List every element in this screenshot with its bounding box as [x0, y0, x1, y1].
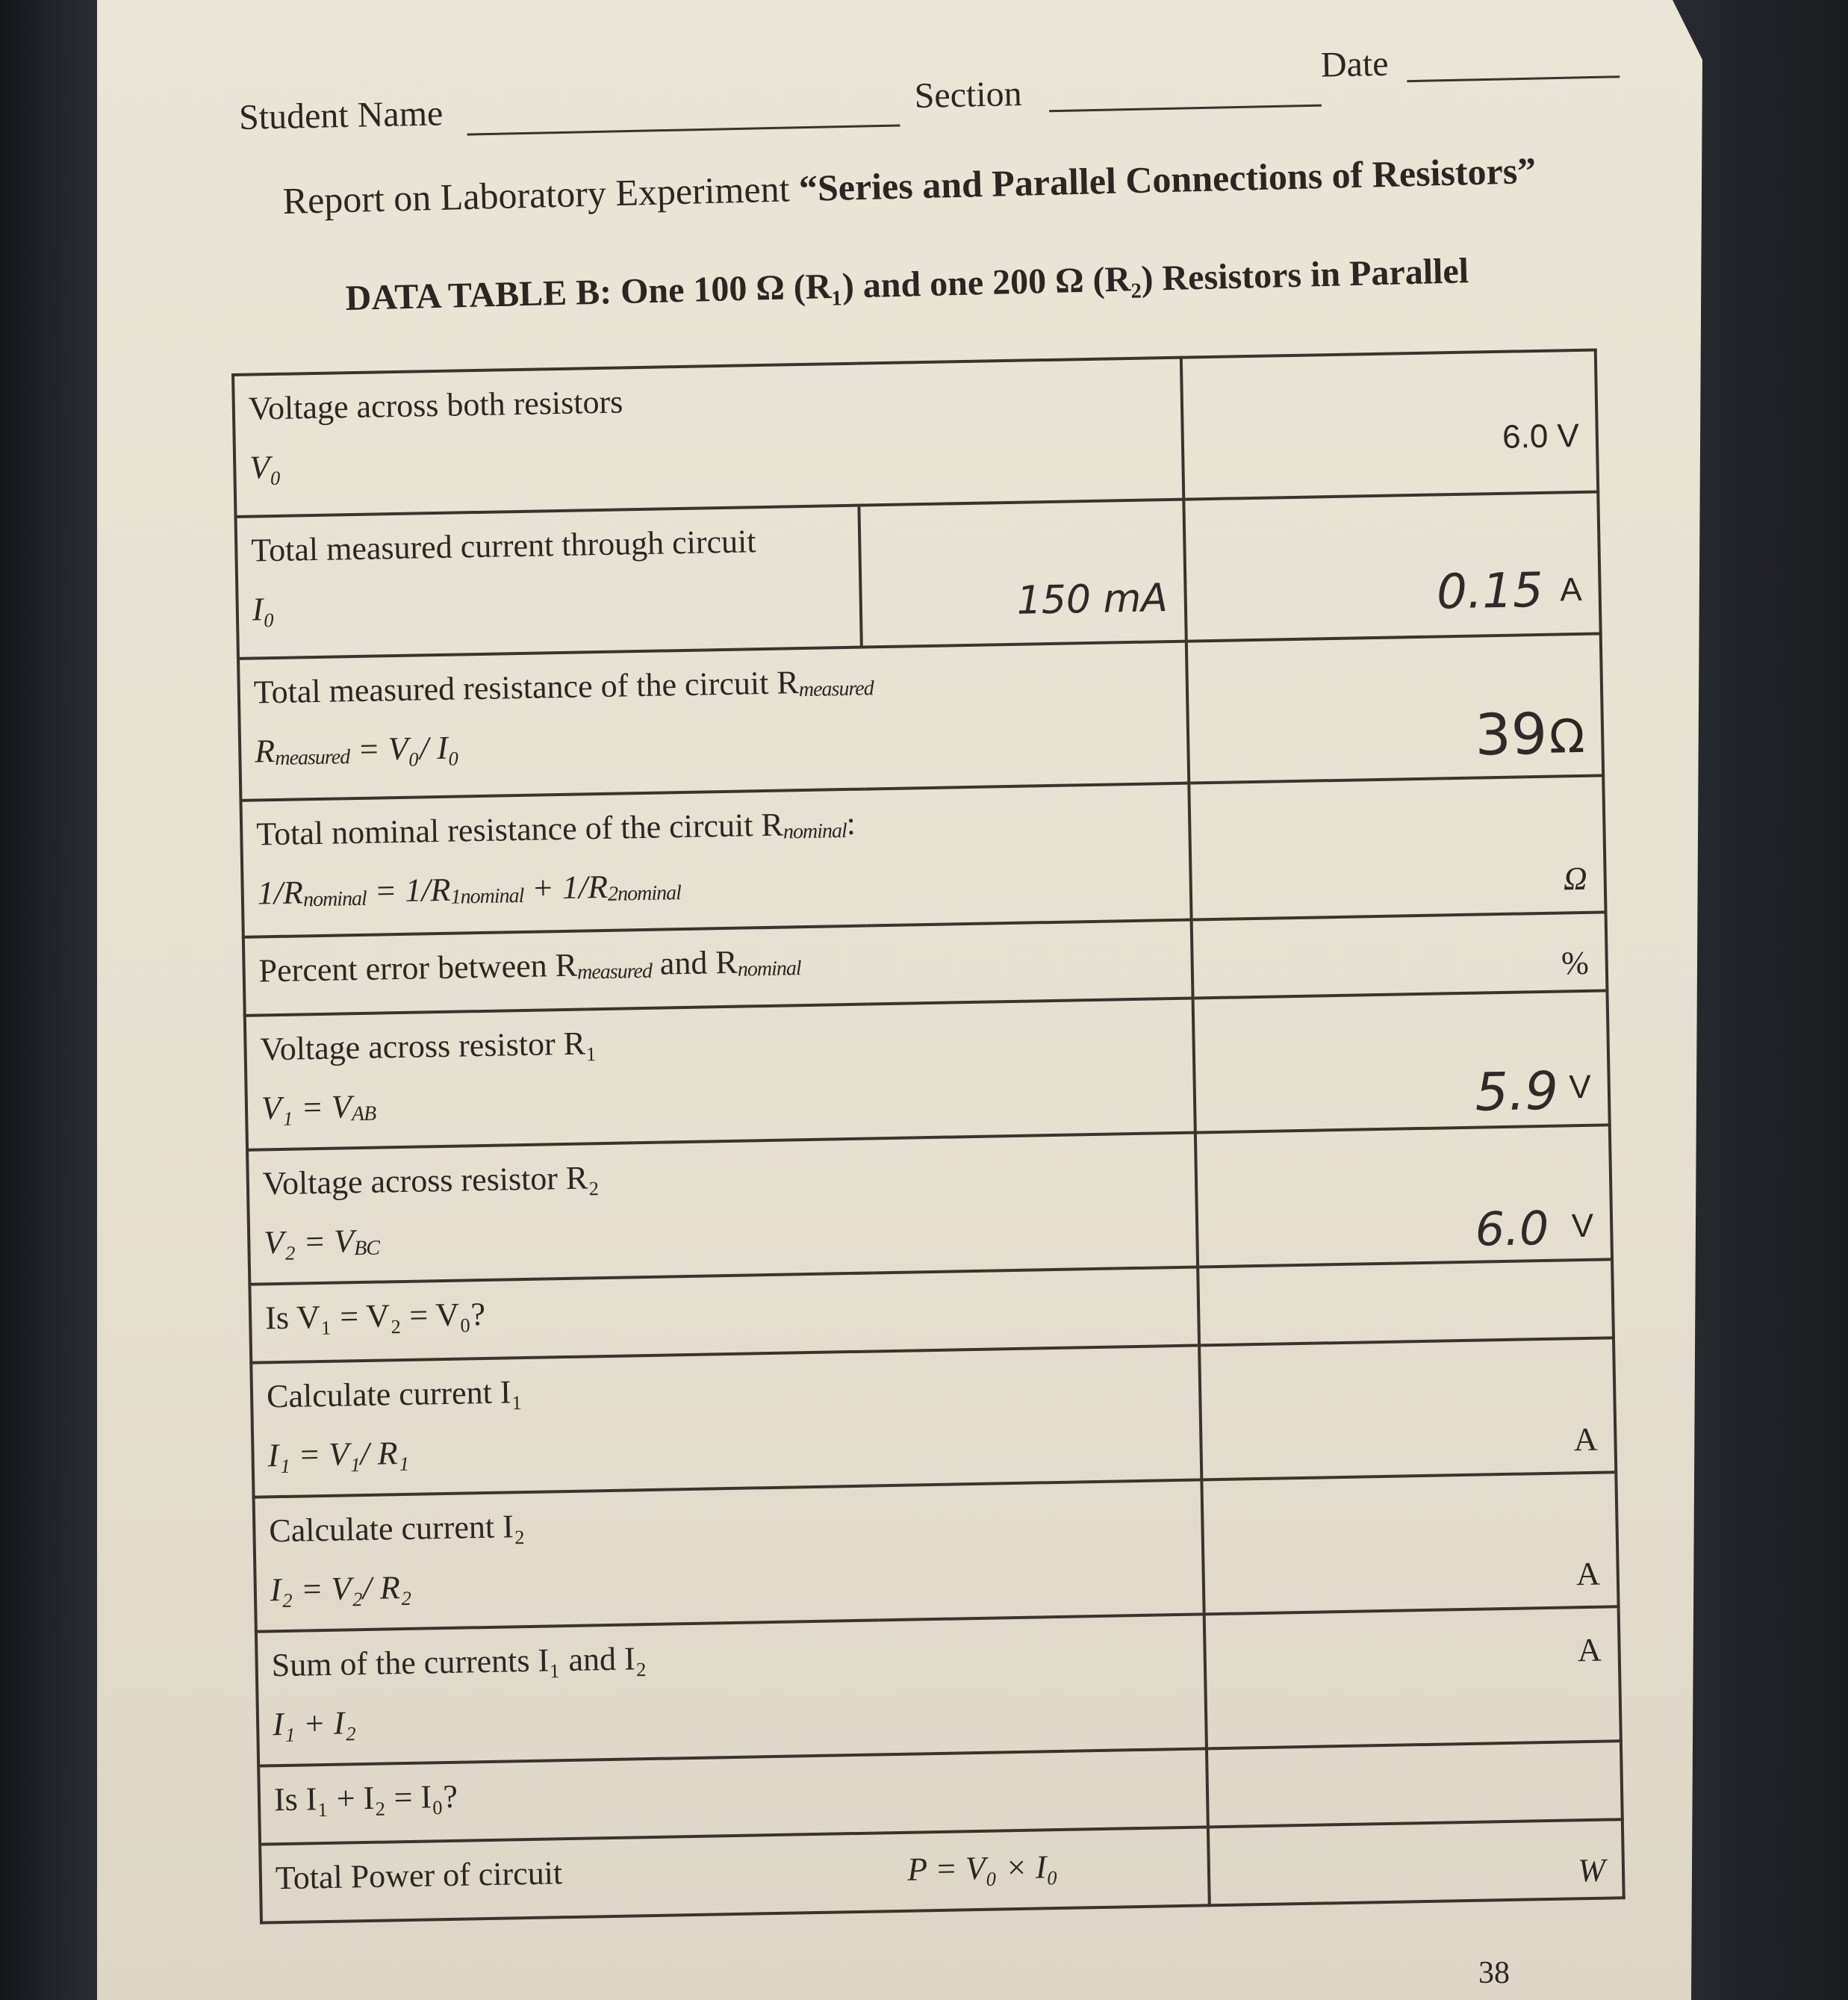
row-formula: I₀	[252, 590, 276, 628]
row-formula: V₂ = VBC	[263, 1223, 380, 1261]
row-formula: Rmeasured = V₀/ I₀	[254, 729, 460, 771]
answer-cell[interactable]	[1199, 1338, 1616, 1479]
row-formula: V₁ = VAB	[261, 1088, 376, 1127]
row-label: Total nominal resistance of the circuit Rnominal:	[255, 804, 856, 853]
student-name-label: Student Name	[238, 93, 444, 137]
unit-label: A	[1559, 571, 1583, 609]
date-label: Date	[1320, 43, 1390, 85]
handwritten-answer: 5.9	[1474, 1060, 1559, 1123]
omega-unit: Ω	[1563, 860, 1588, 898]
unit-label: V	[1571, 1207, 1594, 1245]
report-title	[282, 148, 1567, 223]
student-info-header	[237, 16, 1621, 149]
table-row	[245, 990, 1610, 1149]
experiment-name: “Series and Parallel Connections of Resistors”	[798, 149, 1537, 210]
power-formula: P = V₀ × I₀	[906, 1848, 1059, 1888]
answer-cell[interactable]	[1204, 1606, 1621, 1748]
row-label: Voltage across resistor R₁	[260, 1025, 597, 1068]
unit-label: V	[1569, 1068, 1592, 1106]
printed-value: 6.0 V	[1502, 417, 1580, 456]
data-table-title: DATA TABLE B: One 100 Ω (R₁) and one 200 Ω (R₂) Resistors in Parallel	[345, 251, 1469, 318]
table-row	[254, 1472, 1619, 1631]
question-cell	[256, 1614, 1207, 1765]
omega-unit: Ω	[1549, 708, 1585, 764]
question-cell	[233, 358, 1183, 517]
question-cell	[240, 783, 1191, 937]
section-label: Section	[914, 74, 1023, 117]
row-label: Is V₁ = V₂ = V₀?	[264, 1295, 486, 1337]
data-table-b	[231, 348, 1625, 1924]
handwritten-measured: 150 mA	[1016, 576, 1169, 624]
handwritten-answer: 0.15	[1436, 562, 1544, 621]
row-label: Sum of the currents I₁ and I₂	[271, 1640, 647, 1684]
table-row	[251, 1338, 1616, 1497]
table-row	[233, 350, 1598, 517]
row-label: Voltage across both resistors	[248, 383, 623, 427]
row-formula: I₁ + I₂	[272, 1704, 357, 1743]
row-formula: 1/Rnominal = 1/R1nominal + 1/R2nominal	[257, 868, 682, 912]
section-field[interactable]	[1048, 63, 1322, 113]
unit-label: W	[1577, 1851, 1606, 1889]
row-label: Is I₁ + I₂ = I₀?	[273, 1777, 458, 1819]
data-table-container	[231, 349, 1623, 1925]
table-row	[238, 633, 1603, 800]
row-label: Calculate current I₁	[266, 1373, 523, 1415]
row-label: Voltage across resistor R₂	[262, 1159, 600, 1202]
answer-cell[interactable]	[1198, 1259, 1614, 1345]
answer-cell[interactable]	[1186, 633, 1603, 783]
answer-cell[interactable]	[1201, 1472, 1618, 1614]
question-cell	[260, 1827, 1210, 1922]
unit-label: A	[1575, 1555, 1601, 1593]
percent-unit: %	[1561, 944, 1590, 982]
row-formula: V₀	[249, 448, 281, 486]
measured-cell[interactable]	[859, 500, 1186, 647]
answer-cell[interactable]	[1181, 350, 1598, 500]
row-label: Total measured resistance of the circuit Rmeasured	[253, 664, 874, 711]
question-cell	[251, 1345, 1201, 1497]
report-title-prefix: Report on Laboratory Experiment	[282, 167, 800, 222]
handwritten-answer: 39	[1474, 700, 1548, 768]
answer-cell[interactable]	[1195, 1125, 1612, 1267]
unit-label: A	[1573, 1420, 1598, 1459]
question-cell	[254, 1479, 1204, 1631]
row-formula: I₁ = V₁/ R₁	[267, 1434, 410, 1474]
question-cell	[236, 506, 862, 659]
question-cell	[247, 1133, 1198, 1285]
answer-cell[interactable]	[1193, 990, 1610, 1132]
unit-label: A	[1577, 1631, 1602, 1669]
row-label: Calculate current I₂	[268, 1508, 526, 1550]
handwritten-answer: 6.0	[1475, 1200, 1549, 1257]
question-cell	[245, 999, 1195, 1150]
answer-cell[interactable]	[1183, 491, 1600, 641]
table-row	[256, 1606, 1621, 1765]
row-label: Total Power of circuit	[275, 1854, 563, 1897]
row-label: Percent error between Rmeasured and Rnominal	[258, 943, 801, 990]
table-row	[247, 1125, 1612, 1284]
row-label: Total measured current through circuit	[250, 523, 756, 569]
page-number: 38	[1478, 1956, 1510, 1990]
answer-cell[interactable]	[1207, 1741, 1623, 1827]
row-formula: I₂ = V₂/ R₂	[270, 1568, 412, 1609]
question-cell	[238, 642, 1189, 801]
date-field[interactable]	[1406, 31, 1620, 82]
answer-cell[interactable]	[1189, 775, 1605, 919]
table-row	[240, 775, 1605, 937]
answer-cell[interactable]	[1208, 1819, 1624, 1905]
table-row	[236, 491, 1601, 658]
answer-cell[interactable]	[1192, 912, 1608, 998]
student-name-field[interactable]	[466, 83, 900, 135]
